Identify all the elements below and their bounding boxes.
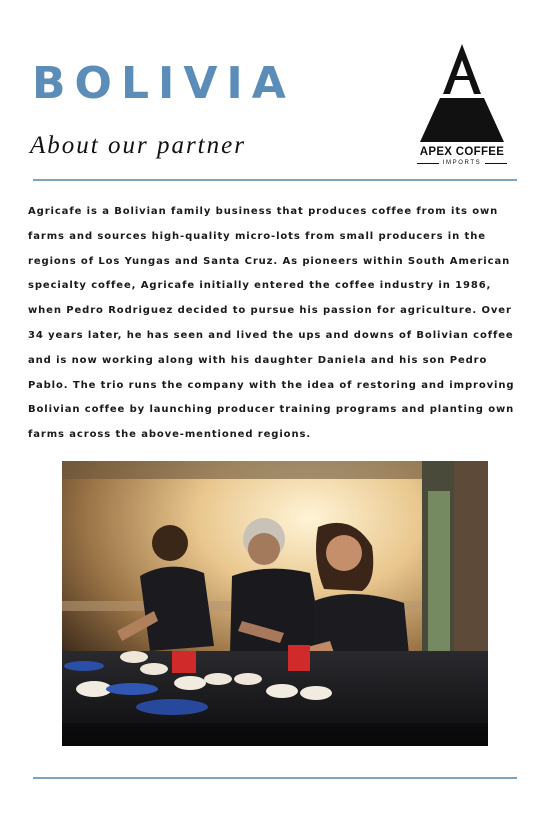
logo-sub-text	[410, 160, 514, 166]
logo-sub-label: IMPORTS	[442, 160, 482, 166]
logo-brand-text: APEX COFFEE	[419, 146, 505, 158]
apex-logo-mark	[410, 42, 514, 146]
top-divider	[33, 179, 517, 181]
logo-rule-left	[417, 163, 439, 164]
page-subtitle: About our partner	[30, 132, 246, 159]
bottom-divider	[33, 777, 517, 779]
page-title: BOLIVIA	[32, 58, 295, 109]
cupping-session-photo	[62, 461, 488, 746]
logo-rule-right	[485, 163, 507, 164]
partner-description: Agricafe is a Bolivian family business that produces coffee from its own farms and sources high-quality micro-lots from small producers in the regions of Los Yungas and Santa Cruz. As pioneers within South American specialty coffee, Agricafe initially entered the coffee industry in 1986, when Pedro Rodriguez decided to pursue his passion for agriculture. Over 34 years later, he has seen and lived the ups and downs of Bolivian coffee and is now working along with his daughter Daniela and his son Pedro Pablo. The trio runs the company with the idea of restoring and improving Bolivian coffee by launching producer training programs and planting own farms across the above-mentioned regions.	[28, 206, 515, 441]
apex-coffee-logo	[410, 42, 514, 168]
